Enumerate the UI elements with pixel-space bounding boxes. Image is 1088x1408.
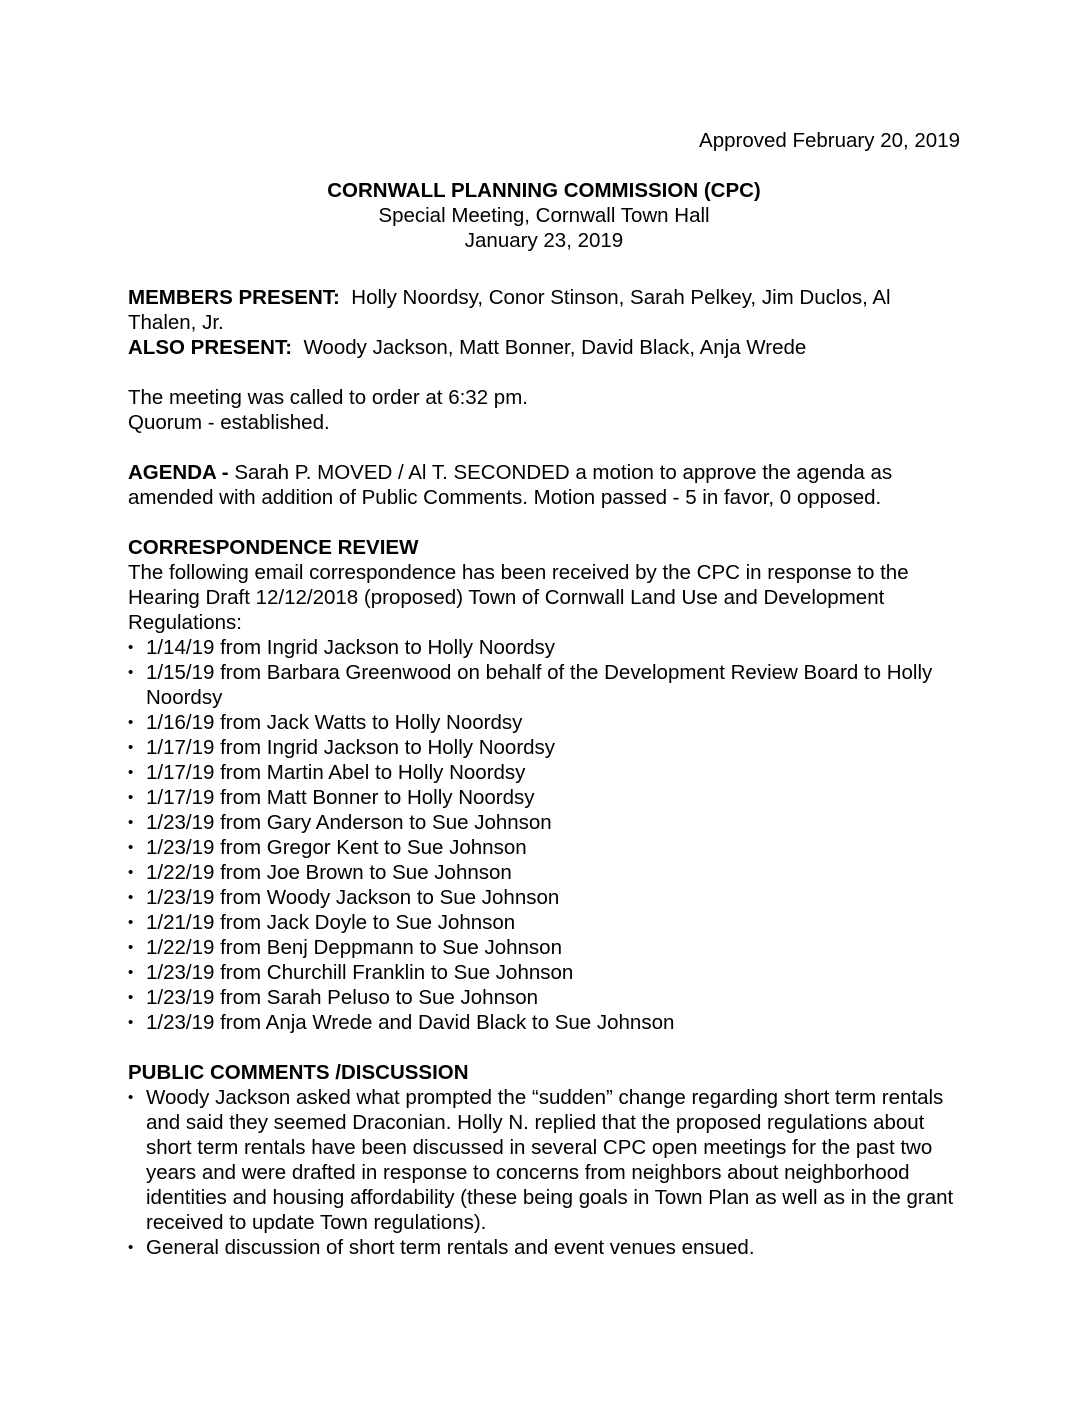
- call-to-order: The meeting was called to order at 6:32 pm.: [128, 386, 528, 409]
- members-present: [128, 285, 960, 335]
- list-item: • 1/23/19 from Anja Wrede and David Black to Sue Johnson: [128, 1010, 960, 1035]
- list-item: • 1/17/19 from Ingrid Jackson to Holly Noordsy: [128, 735, 960, 760]
- list-item: • 1/23/19 from Woody Jackson to Sue Johnson: [128, 885, 960, 910]
- list-item: • 1/21/19 from Jack Doyle to Sue Johnson: [128, 910, 960, 935]
- agenda-section: [128, 460, 960, 510]
- list-item: • 1/23/19 from Sarah Peluso to Sue Johnson: [128, 985, 960, 1010]
- correspondence-heading: CORRESPONDENCE REVIEW: [128, 536, 419, 559]
- public-comments-list: [128, 1085, 960, 1260]
- list-item: • 1/23/19 from Gary Anderson to Sue Johnson: [128, 810, 960, 835]
- also-present-label: ALSO PRESENT:: [128, 336, 293, 359]
- members-present-label: MEMBERS PRESENT:: [128, 286, 340, 309]
- correspondence-list: [128, 635, 960, 1035]
- list-item: • 1/22/19 from Benj Deppmann to Sue Johnson: [128, 935, 960, 960]
- list-item: • 1/14/19 from Ingrid Jackson to Holly Noordsy: [128, 635, 960, 660]
- list-item: • 1/17/19 from Martin Abel to Holly Noordsy: [128, 760, 960, 785]
- also-present: [128, 335, 960, 360]
- document-title: CORNWALL PLANNING COMMISSION (CPC): [327, 179, 761, 202]
- list-item: • 1/17/19 from Matt Bonner to Holly Noordsy: [128, 785, 960, 810]
- agenda-label: AGENDA -: [128, 461, 229, 484]
- approval-date: Approved February 20, 2019: [699, 129, 960, 152]
- list-item: • 1/23/19 from Gregor Kent to Sue Johnson: [128, 835, 960, 860]
- public-comments-heading: PUBLIC COMMENTS /DISCUSSION: [128, 1061, 469, 1084]
- document-body: [128, 285, 960, 1260]
- quorum-status: Quorum - established.: [128, 411, 330, 434]
- also-present-names: Woody Jackson, Matt Bonner, David Black, Anja Wrede: [303, 336, 807, 359]
- list-item: • 1/15/19 from Barbara Greenwood on behalf of the Development Review Board to Holly Noordsy: [128, 660, 960, 710]
- meeting-date: January 23, 2019: [464, 229, 624, 252]
- correspondence-intro: The following email correspondence has been received by the CPC in response to the Hearing Draft 12/12/2018 (proposed) Town of Cornwall Land Use and Development Regulations:: [128, 561, 909, 634]
- list-item: • 1/23/19 from Churchill Franklin to Sue Johnson: [128, 960, 960, 985]
- meeting-subtitle: Special Meeting, Cornwall Town Hall: [378, 204, 710, 227]
- list-item: • Woody Jackson asked what prompted the “sudden” change regarding short term rentals and said they seemed Draconian. Holly N. replied that the proposed regulations about short term rentals have been discussed in several CPC open meetings for the past two years and were drafted in response to concerns from neighbors about neighborhood identities and housing affordability (these being goals in Town Plan as well as in the grant received to update Town regulations).: [128, 1085, 960, 1235]
- list-item: • 1/22/19 from Joe Brown to Sue Johnson: [128, 860, 960, 885]
- document-header: [0, 178, 1088, 253]
- list-item: • General discussion of short term rentals and event venues ensued.: [128, 1235, 960, 1260]
- members-present-names: Holly Noordsy, Conor Stinson, Sarah Pelkey, Jim Duclos, Al Thalen, Jr.: [128, 286, 891, 334]
- agenda-text: Sarah P. MOVED / Al T. SECONDED a motion to approve the agenda as amended with addition of Public Comments. Motion passed - 5 in favor, 0 opposed.: [128, 461, 893, 509]
- list-item: • 1/16/19 from Jack Watts to Holly Noordsy: [128, 710, 960, 735]
